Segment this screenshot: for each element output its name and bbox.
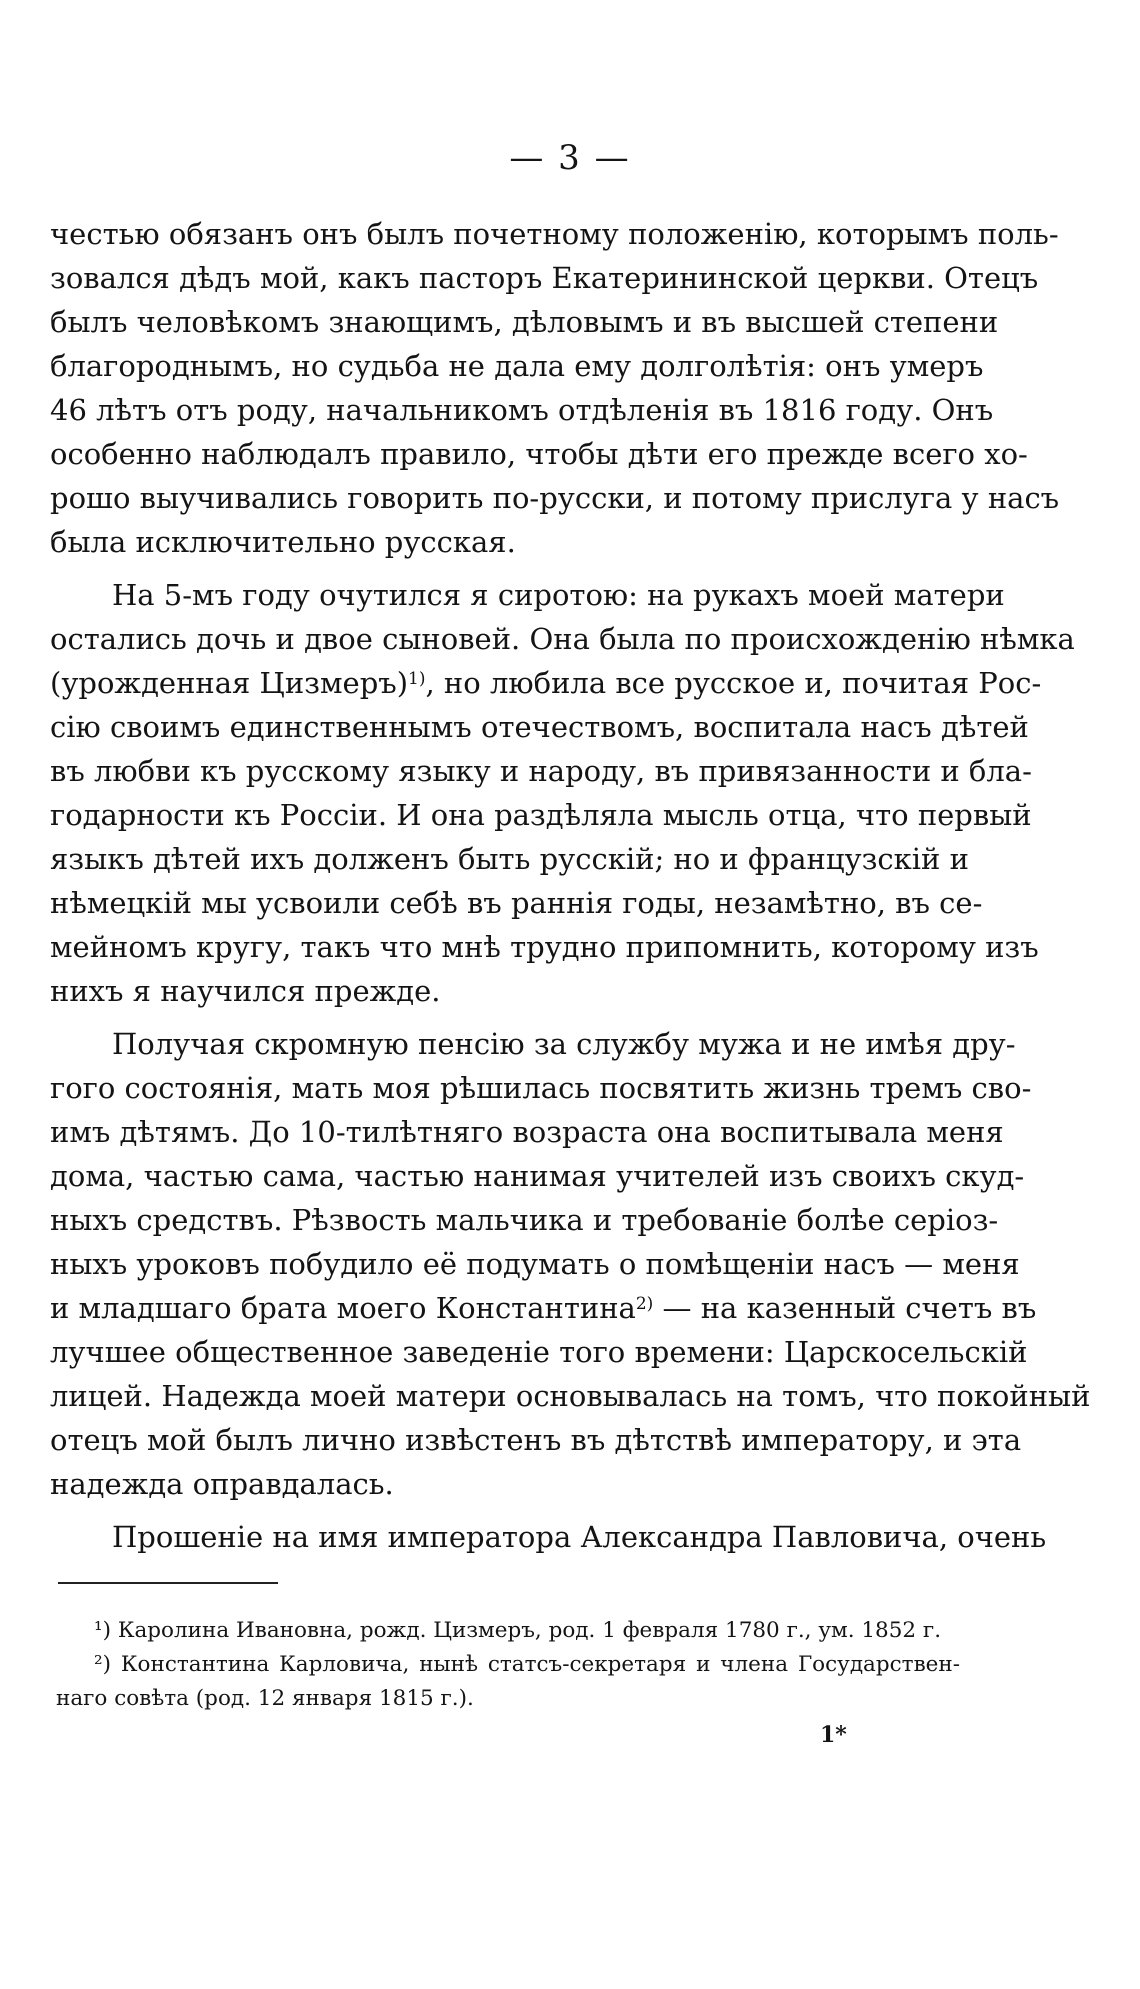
text-line: надежда оправдалась. <box>50 1467 394 1501</box>
text-line: гого состоянія, мать моя рѣшилась посвятить жизнь тремъ сво- <box>50 1071 1032 1105</box>
footnote-ref-1[interactable]: 1) <box>408 669 426 689</box>
text-line: лицей. Надежда моей матери основывалась на томъ, что покойный <box>50 1379 1091 1413</box>
printer-signature-mark: 1* <box>820 1722 847 1748</box>
text-line: ныхъ уроковъ побудило её подумать о помѣщеніи насъ — меня <box>50 1247 1020 1281</box>
text-line: была исключительно русская. <box>50 525 516 559</box>
text-line: былъ человѣкомъ знающимъ, дѣловымъ и въ высшей степени <box>50 305 999 339</box>
footnote-divider <box>58 1582 278 1584</box>
text-segment: , но любила все русское и, почитая Рос- <box>425 666 1042 700</box>
paragraph <box>50 573 1075 1013</box>
text-line: благороднымъ, но судьба не дала ему долголѣтія: онъ умеръ <box>50 349 984 383</box>
page-number: — 3 — <box>509 138 631 178</box>
text-line: языкъ дѣтей ихъ долженъ быть русскій; но и французскій и <box>50 842 969 876</box>
text-line: отецъ мой былъ лично извѣстенъ въ дѣтствѣ императору, и эта <box>50 1423 1022 1457</box>
text-line: сію своимъ единственнымъ отечествомъ, воспитала насъ дѣтей <box>50 710 1029 744</box>
text-line: нихъ я научился прежде. <box>50 974 441 1008</box>
footnote-1: ¹) Каролина Ивановна, рожд. Цизмеръ, род. 1 февраля 1780 г., ум. 1852 г. <box>94 1618 942 1643</box>
footnote-2: ²) Константина Карловича, нынѣ статсъ-секретаря и члена Государствен- <box>94 1652 960 1677</box>
text-segment: и младшаго брата моего Константина <box>50 1291 636 1325</box>
text-line: Прошеніе на имя императора Александра Павловича, очень <box>112 1520 1047 1554</box>
text-line: На 5-мъ году очутился я сиротою: на рукахъ моей матери <box>112 578 1005 612</box>
text-segment: (урожденная Цизмеръ) <box>50 666 409 700</box>
paragraph <box>50 1515 1047 1559</box>
text-line: особенно наблюдалъ правило, чтобы дѣти его прежде всего хо- <box>50 437 1028 471</box>
text-line <box>50 661 1042 705</box>
text-line: годарности къ Россіи. И она раздѣляла мысль отца, что первый <box>50 798 1032 832</box>
text-line: нѣмецкій мы усвоили себѣ въ раннія годы, незамѣтно, въ се- <box>50 886 983 920</box>
footnotes <box>56 1614 960 1716</box>
text-line: ныхъ средствъ. Рѣзвость мальчика и требованіе болѣе серіоз- <box>50 1203 999 1237</box>
paragraph <box>50 212 1060 564</box>
text-line: остались дочь и двое сыновей. Она была по происхожденію нѣмка <box>50 622 1075 656</box>
text-line: рошо выучивались говорить по-русски, и потому прислуга у насъ <box>50 481 1060 515</box>
text-line: зовался дѣдъ мой, какъ пасторъ Екатерининской церкви. Отецъ <box>50 261 1039 295</box>
text-segment: — на казенный счетъ въ <box>653 1291 1037 1325</box>
paragraph <box>50 1022 1091 1506</box>
text-line: имъ дѣтямъ. До 10-тилѣтняго возраста она воспитывала меня <box>50 1115 1004 1149</box>
text-line: дома, частью сама, частью нанимая учителей изъ своихъ скуд- <box>50 1159 1025 1193</box>
text-line: лучшее общественное заведеніе того времени: Царскосельскій <box>50 1335 1028 1369</box>
text-line: Получая скромную пенсію за службу мужа и не имѣя дру- <box>112 1027 1016 1061</box>
footnote-2-continued: наго совѣта (род. 12 января 1815 г.). <box>56 1686 474 1711</box>
footnote-ref-2[interactable]: 2) <box>635 1294 654 1314</box>
body-text <box>50 212 1091 1559</box>
text-line: мейномъ кругу, такъ что мнѣ трудно припомнить, которому изъ <box>50 930 1039 964</box>
text-line: 46 лѣтъ отъ роду, начальникомъ отдѣленія въ 1816 году. Онъ <box>50 393 994 427</box>
text-line: честью обязанъ онъ былъ почетному положенію, которымъ поль- <box>50 217 1059 251</box>
text-line: въ любви къ русскому языку и народу, въ привязанности и бла- <box>50 754 1032 788</box>
text-line <box>50 1286 1037 1330</box>
